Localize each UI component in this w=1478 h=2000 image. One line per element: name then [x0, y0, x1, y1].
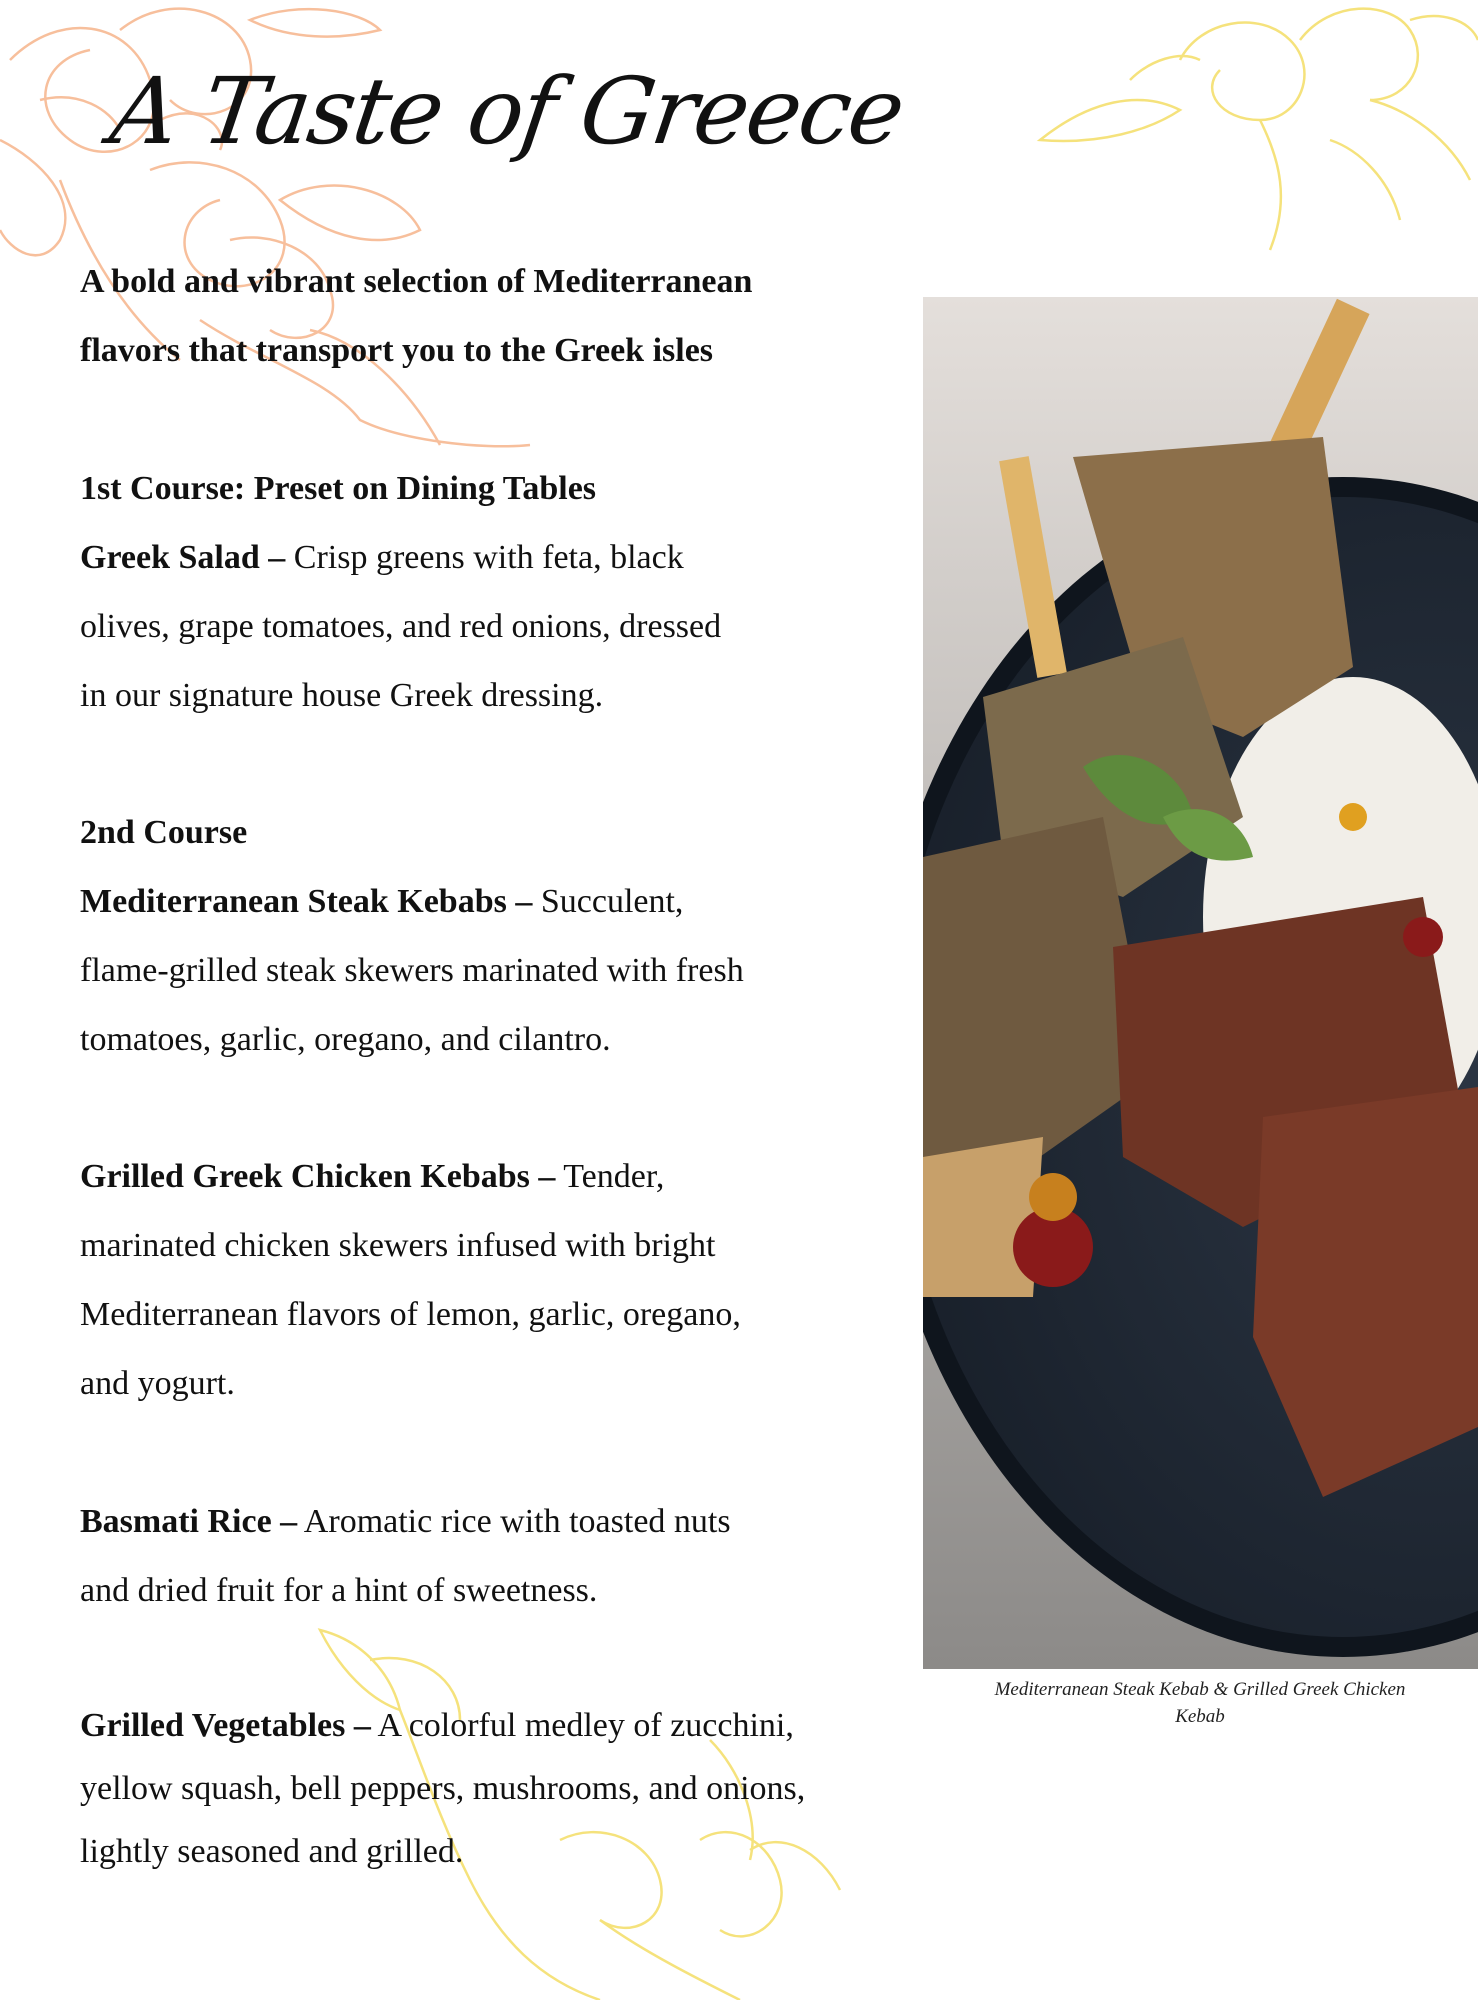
menu-item-name: Grilled Vegetables –	[80, 1707, 371, 1744]
menu-item-description: and dried fruit for a hint of sweetness.	[80, 1572, 598, 1609]
menu-item-description: Aromatic rice with toasted nuts	[297, 1503, 731, 1540]
yellow-floral-decoration-bottom	[300, 1620, 860, 2000]
menu-item-description: Mediterranean flavors of lemon, garlic, oregano,	[80, 1296, 741, 1333]
kebab-photo	[923, 297, 1478, 1669]
course1-heading: 1st Course: Preset on Dining Tables	[80, 470, 597, 507]
menu-item-name: Grilled Greek Chicken Kebabs –	[80, 1158, 556, 1195]
menu-item-description: yellow squash, bell peppers, mushrooms, and onions,	[80, 1770, 806, 1807]
menu-item-description: tomatoes, garlic, oregano, and cilantro.	[80, 1021, 611, 1058]
menu-item-description: Tender,	[555, 1158, 665, 1195]
photo-caption: Mediterranean Steak Kebab & Grilled Greek Chicken Kebab	[994, 1679, 1406, 1727]
menu-item-name: Mediterranean Steak Kebabs –	[80, 883, 533, 920]
menu-item-description: flame-grilled steak skewers marinated with fresh	[80, 952, 744, 989]
menu-item-name: Basmati Rice –	[80, 1503, 298, 1540]
menu-item-description: A colorful medley of zucchini,	[370, 1707, 794, 1744]
yellow-floral-decoration-top	[1030, 0, 1478, 260]
menu-item-name: Greek Salad –	[80, 539, 286, 576]
menu-item-description: marinated chicken skewers infused with bright	[80, 1227, 716, 1264]
course2-heading: 2nd Course	[80, 814, 248, 851]
page-title: A Taste of Greece	[104, 58, 910, 165]
menu-item-description: and yogurt.	[80, 1365, 235, 1402]
menu-item-description: olives, grape tomatoes, and red onions, dressed	[80, 608, 722, 645]
subtitle-line: A bold and vibrant selection of Mediterranean	[80, 263, 753, 300]
menu-item-description: lightly seasoned and grilled.	[80, 1833, 464, 1870]
menu-item-description: Crisp greens with feta, black	[285, 539, 684, 576]
menu-item-description: Succulent,	[532, 883, 684, 920]
menu-item-description: in our signature house Greek dressing.	[80, 677, 604, 714]
subtitle-line: flavors that transport you to the Greek isles	[80, 332, 714, 369]
